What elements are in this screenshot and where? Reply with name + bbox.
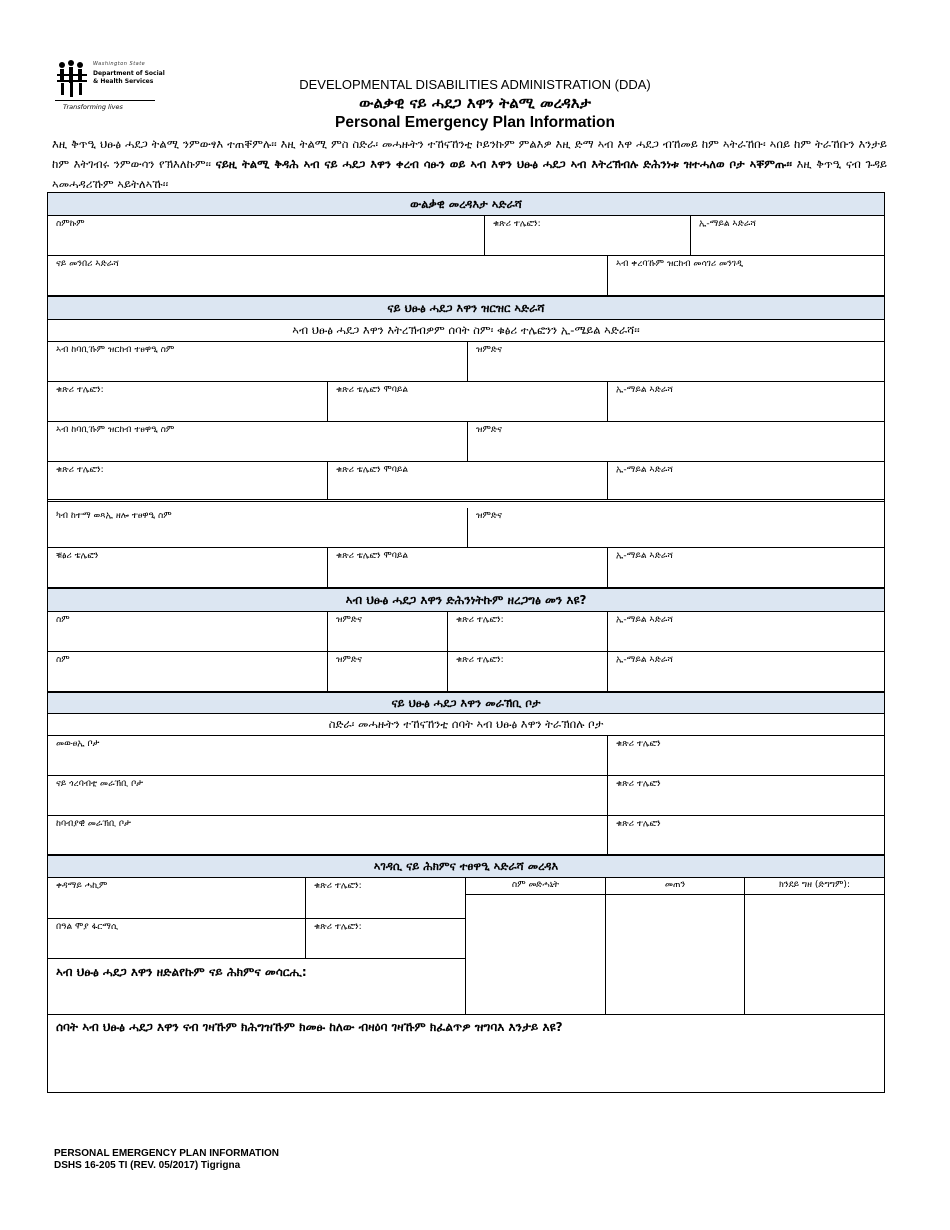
nearest-road-field[interactable]	[608, 256, 884, 295]
section-safety-heading: ኣብ ህፁፅ ሓደጋ እዋን ድሕንነትኩም ዘረጋግፅ መን እዩ?	[48, 588, 884, 612]
local-contact-2-row	[48, 422, 884, 462]
local-contact-1-mobile[interactable]	[328, 382, 608, 421]
contacts-subheading: ኣብ ህፁፅ ሓደጋ እዋን እትረኽብዎም ሰባት ስም፡ ቁፅሪ ተሌፎንን ኢ-ሜይል ኣድራሻ፡፡	[48, 320, 884, 342]
phone-label: ቁጽሪ ተሌፎን:	[56, 465, 104, 475]
meeting-neighborhood-row	[48, 776, 884, 816]
out-of-town-phones	[48, 548, 884, 588]
local-contact-1-name[interactable]	[48, 342, 468, 381]
relation-label: ዝምድና	[476, 345, 502, 355]
mobile-label: ቁጽሪ ቴሌፎን ሞባይል	[336, 551, 409, 561]
out-of-town-phone[interactable]	[48, 548, 328, 587]
footer-form-number: DSHS 16-205 TI (REV. 05/2017) Tigrigna	[54, 1160, 241, 1171]
intro-paragraph	[52, 134, 887, 194]
safety-contact-1	[48, 612, 884, 652]
doctor-field[interactable]	[48, 878, 306, 919]
pharmacy-label: በዓል ሞያ ፋርማሲ	[56, 922, 119, 932]
section-contacts-heading: ናይ ህፁፅ ሓደጋ እዋን ዝርዝር ኣድራሻ	[48, 296, 884, 320]
local-contact-label: ኣብ ከባቢኹም ዝርከብ ተፀዋዒ ስም	[56, 345, 175, 355]
logo-tagline: Transforming lives	[63, 103, 123, 111]
local-contact-1-phone[interactable]	[48, 382, 328, 421]
dose-header	[606, 878, 745, 895]
address-label: ናይ መንበሪ ኣድራሻ	[56, 259, 119, 269]
personal-row-2	[48, 256, 884, 296]
phone-label: ቁጽሪ ተሌፎን:	[456, 615, 504, 625]
mobile-label: ቁጽሪ ቴሌፎን ሞባይል	[336, 465, 409, 475]
relation-label: ዝምድና	[336, 615, 362, 625]
section-medical-heading: ኣገዳሲ ናይ ሕክምና ተፀዋዒ ኣድራሻ መረዳእ	[48, 855, 884, 878]
doctor-phone[interactable]	[306, 878, 466, 919]
title-english: Personal Emergency Plan Information	[335, 114, 615, 131]
local-contact-2-phone[interactable]	[48, 462, 328, 499]
mobile-label: ቁጽሪ ቴሌፎን ሞባይል	[336, 385, 409, 395]
email-label: ኢ-ማይል ኣድራሻ	[616, 465, 674, 475]
email-label: ኢ-ማይል ኣድራሻ	[616, 615, 674, 625]
title-tigrigna: ውልቃዊ ናይ ሓደጋ እዋን ትልሚ መረዳእታ	[359, 94, 591, 112]
pharmacy-field[interactable]	[48, 919, 306, 959]
home-info-field[interactable]	[48, 1014, 884, 1092]
out-of-town-label: ካብ ከተማ ወጻኢ ዘሎ ተፀዋዒ ስም	[56, 511, 172, 521]
out-of-town-email[interactable]	[608, 548, 884, 587]
pharmacy-phone[interactable]	[306, 919, 466, 959]
meeting-subheading: ስድራ፡ መሓዙትን ተኸናኸንቲ ሰባት ኣብ ህፁፅ እዋን ትራኽበሉ ቦታ	[48, 714, 884, 736]
intro-bold-text: ናይዚ ትልሚ ቅዳሕ ኣብ ናይ ሓደጋ እዋን ቀረብ ሳፁን ወይ ኣብ እዋን ህፁፅ ሓደጋ ኣብ እትረኽብሉ ድሕንነቱ ዝተሓለወ ቦታ ኣቐምጡ፡፡	[215, 157, 792, 171]
name-label: ስም	[56, 655, 70, 665]
phone-label: ቑፅሪ ቴሌፎን	[56, 551, 99, 561]
section-meeting-heading: ናይ ህፁፅ ሓደጋ እዋን መራኽቢ ቦታ	[48, 692, 884, 714]
out-of-town-name[interactable]	[48, 508, 468, 547]
neighborhood-field[interactable]	[48, 776, 608, 815]
email-label: ኢ-ማይል ኣድራሻ	[616, 655, 674, 665]
local-contact-label: ኣብ ከባቢኹም ዝርከብ ተፀዋዒ ስም	[56, 425, 175, 435]
meeting-regional-row	[48, 816, 884, 855]
phone-label: ቁጽሪ ተሌፎን	[616, 779, 661, 789]
med-name-label: ስም መድሓኒት	[511, 880, 560, 890]
out-of-town-contact-row	[48, 508, 884, 548]
safety-1-phone[interactable]	[448, 612, 608, 651]
local-contact-1-email[interactable]	[608, 382, 884, 421]
out-of-town-relation[interactable]	[468, 508, 884, 547]
regional-label: ከባብያዊ መራኽቢ ቦታ	[56, 819, 131, 829]
safety-contact-2	[48, 652, 884, 692]
safety-1-email[interactable]	[608, 612, 884, 651]
phone-field[interactable]	[485, 216, 691, 255]
local-contact-2-relation[interactable]	[468, 422, 884, 461]
local-contact-1-phones	[48, 382, 884, 422]
local-contact-2-email[interactable]	[608, 462, 884, 499]
medication-table	[466, 878, 884, 1014]
relation-label: ዝምድና	[336, 655, 362, 665]
logo-dept-line1: Department of Social	[93, 70, 165, 77]
phone-label: ቁጽሪ ተሌፎን	[616, 739, 661, 749]
medical-equipment-field[interactable]	[48, 959, 466, 1014]
email-label: ኢ-ማይል ኣድራሻ	[616, 551, 674, 561]
meeting-workplace-row	[48, 736, 884, 776]
nearest-road-label: ኣብ ቀረባኹም ዝርከብ መሳገሪ መንገዲ	[616, 259, 744, 269]
doctor-label: ቀዳማይ ሓኪም	[56, 881, 108, 891]
address-field[interactable]	[48, 256, 608, 295]
intro-text-end: እዚ ቅጥዒ ናብ ጉዳይ ኣመሓዳሪኹም ኣይትለኣኹ፡፡	[52, 157, 887, 191]
name-label: ስምኩም	[56, 219, 85, 229]
email-field[interactable]	[691, 216, 884, 255]
logo-state: Washington State	[93, 61, 146, 67]
out-of-town-mobile[interactable]	[328, 548, 608, 587]
personal-row-1	[48, 216, 884, 256]
phone-label: ቁጽሪ ተሌፎን:	[56, 385, 104, 395]
email-label: ኢ-ማይል ኣድራሻ	[616, 385, 674, 395]
agency-name: DEVELOPMENTAL DISABILITIES ADMINISTRATION (DDA)	[299, 77, 651, 92]
dose-label: መጠን	[664, 880, 686, 890]
phone-label: ቁጽሪ ተሌፎን:	[314, 881, 362, 891]
local-contact-2-phones	[48, 462, 884, 502]
med-name-cell[interactable]	[466, 895, 606, 1014]
med-name-header	[466, 878, 606, 895]
workplace-label: መውፀኢ ቦታ	[56, 739, 100, 749]
frequency-label: ክንደይ ግዘ (ድግግም):	[779, 880, 850, 890]
phone-label: ቁጽሪ ተሌፎን:	[493, 219, 541, 229]
local-contact-1-row	[48, 342, 884, 382]
relation-label: ዝምድና	[476, 425, 502, 435]
name-field[interactable]	[48, 216, 485, 255]
equipment-label: ኣብ ህፁፅ ሓደጋ እዋን ዘድልየኩም ናይ ሕክምና መሳርሒ:	[56, 965, 307, 979]
dose-cell[interactable]	[606, 895, 745, 1014]
safety-2-relation[interactable]	[328, 652, 448, 691]
safety-2-phone[interactable]	[448, 652, 608, 691]
workplace-field[interactable]	[48, 736, 608, 775]
email-label: ኢ-ማይል ኣድራሻ	[699, 219, 757, 229]
phone-label: ቁጽሪ ተሌፎን:	[314, 922, 362, 932]
safety-2-name[interactable]	[48, 652, 328, 691]
emergency-plan-form	[47, 192, 885, 1093]
workplace-phone[interactable]	[608, 736, 884, 775]
local-contact-2-mobile[interactable]	[328, 462, 608, 499]
footer-form-title: PERSONAL EMERGENCY PLAN INFORMATION	[54, 1148, 280, 1159]
home-info-label: ሰባት ኣብ ህፁፅ ሓደጋ እዋን ናብ ገዛኹም ክሕግዝኹም ክመፁ ከለው ብዛዕባ ገዛኹም ክፈልጥዎ ዝግባእ እንታይ እዩ?	[56, 1020, 563, 1034]
medical-contacts-block	[48, 878, 466, 1014]
phone-label: ቁጽሪ ተሌፎን	[616, 819, 661, 829]
safety-1-name[interactable]	[48, 612, 328, 651]
frequency-header	[745, 878, 884, 895]
relation-label: ዝምድና	[476, 511, 502, 521]
section-personal-heading: ውልቃዊ መረዳእታ ኣድራሻ	[48, 192, 884, 216]
neighborhood-label: ናይ ጎረባብቲ መራኽቢ ቦታ	[56, 779, 143, 789]
local-contact-1-relation[interactable]	[468, 342, 884, 381]
frequency-cell[interactable]	[745, 895, 884, 1014]
phone-label: ቁጽሪ ተሌፎን:	[456, 655, 504, 665]
logo-dept-line2: & Health Services	[93, 78, 154, 85]
name-label: ስም	[56, 615, 70, 625]
regional-field[interactable]	[48, 816, 608, 854]
local-contact-2-name[interactable]	[48, 422, 468, 461]
safety-1-relation[interactable]	[328, 612, 448, 651]
safety-2-email[interactable]	[608, 652, 884, 691]
regional-phone[interactable]	[608, 816, 884, 854]
intro-text: እዚ ቅጥዒ ህፁፅ ሓደጋ ትልሚ ንምውፃእ ተጠቐምሉ፡፡ እዚ ትልሚ ምስ ስድራ፡ መሓዙትን ተኸናኸንቲ ኮይንኩም ምልእዎ እዚ ድማ ኣብ እዋ ሓደጋ ብኸመይ ከም ኣትራኸቡ፡ ኣበይ ከም ትራኸቡን እንታይ ከም እትገብሩ ንምውሳን የኽእለኩም፡፡	[52, 137, 887, 171]
neighborhood-phone[interactable]	[608, 776, 884, 815]
